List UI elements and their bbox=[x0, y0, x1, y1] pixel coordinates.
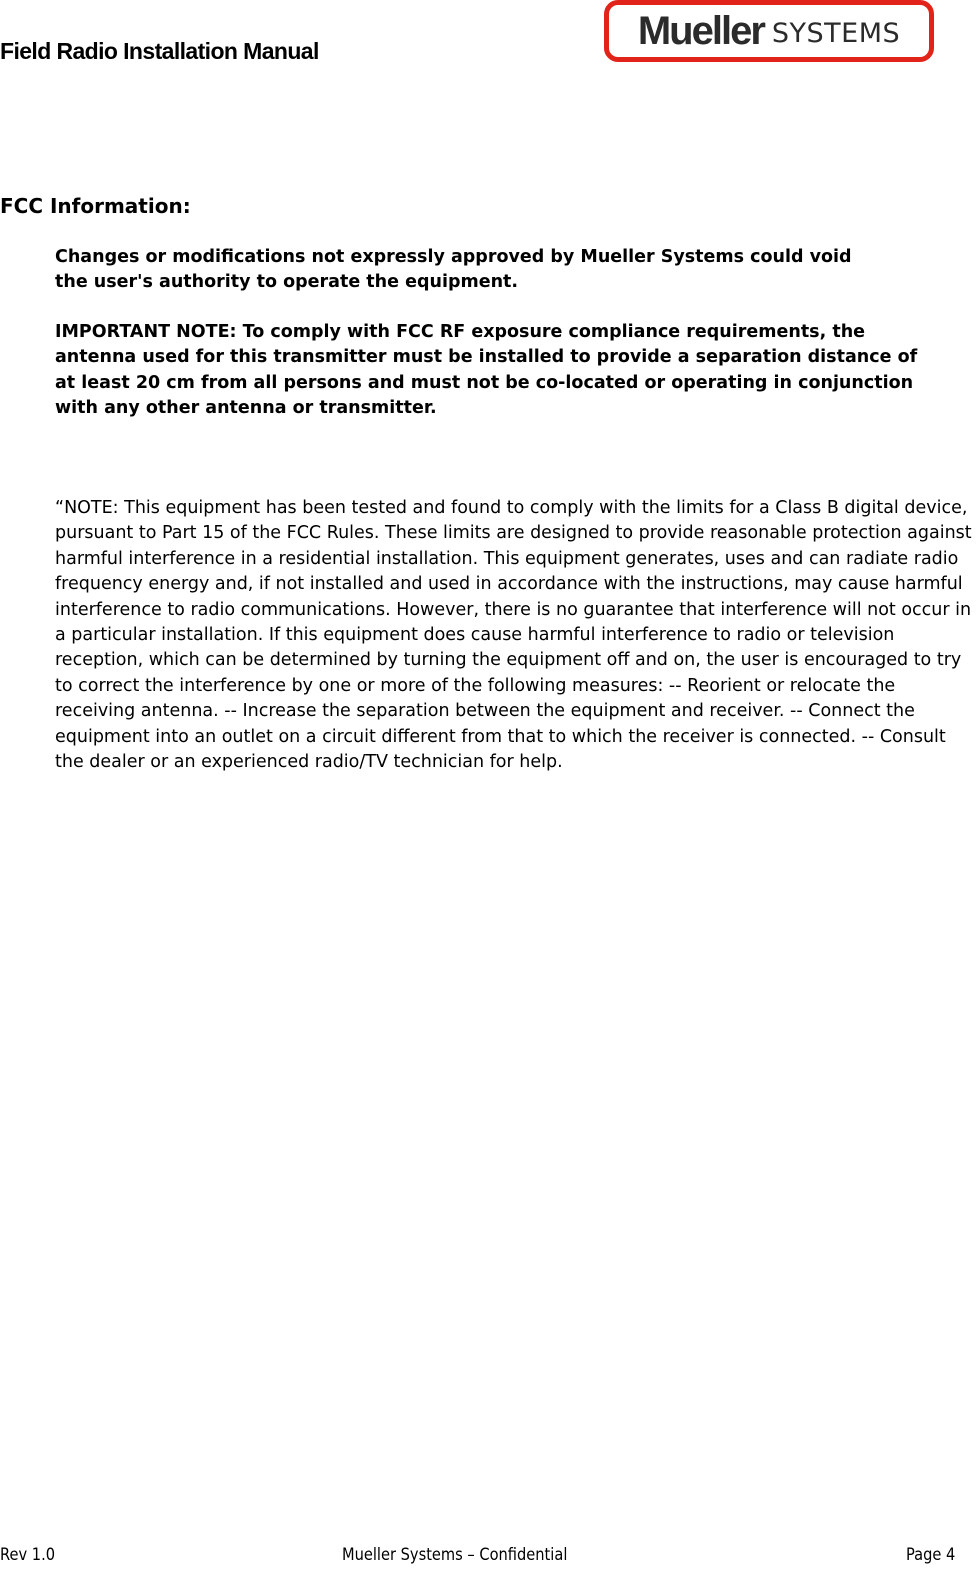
fcc-class-b-note: “NOTE: This equipment has been tested and found to comply with the limits for a Class B digital device, pursuant to Part 15 of the FCC Rules. These limits are designed to provide reasonable protection against harmful interference in a residential installation. This equipment generates, uses and can radiate radio frequency energy and, if not installed and used in accordance with the instructions, may cause harmful interference to radio communications. However, there is no guarantee that interference will not occur in a particular installation. If this equipment does cause harmful interference to radio or television reception, which can be determined by turning the equipment off and on, the user is encouraged to try to correct the interference by one or more of the following measures: -- Reorient or relocate the receiving antenna. -- Increase the separation between the equipment and receiver. -- Connect the equipment into an outlet on a circuit different from that to which the receiver is connected. -- Consult the dealer or an experienced radio/TV technician for help. bbox=[55, 498, 972, 773]
rf-exposure-note: IMPORTANT NOTE: To comply with FCC RF exposure compliance requirements, the antenna used for this transmitter must be installed to provide a separation distance of at least 20 cm from all persons and must not be co-located or operating in conjunction with any other antenna or transmitter. bbox=[55, 322, 918, 419]
mueller-systems-logo bbox=[604, 0, 934, 62]
logo-sub-text: SYSTEMS bbox=[771, 17, 901, 49]
modifications-warning: Changes or modifications not expressly approved by Mueller Systems could void the user's authority to operate the equipment. bbox=[55, 247, 852, 293]
footer-revision: Rev 1.0 bbox=[0, 1545, 56, 1565]
manual-title: Field Radio Installation Manual bbox=[0, 38, 319, 64]
footer-page-number: Page 4 bbox=[906, 1545, 956, 1565]
logo-brand-text: Mueller bbox=[637, 8, 764, 53]
footer-confidentiality: Mueller Systems – Confidential bbox=[342, 1545, 568, 1565]
section-title: FCC Information: bbox=[0, 194, 191, 218]
